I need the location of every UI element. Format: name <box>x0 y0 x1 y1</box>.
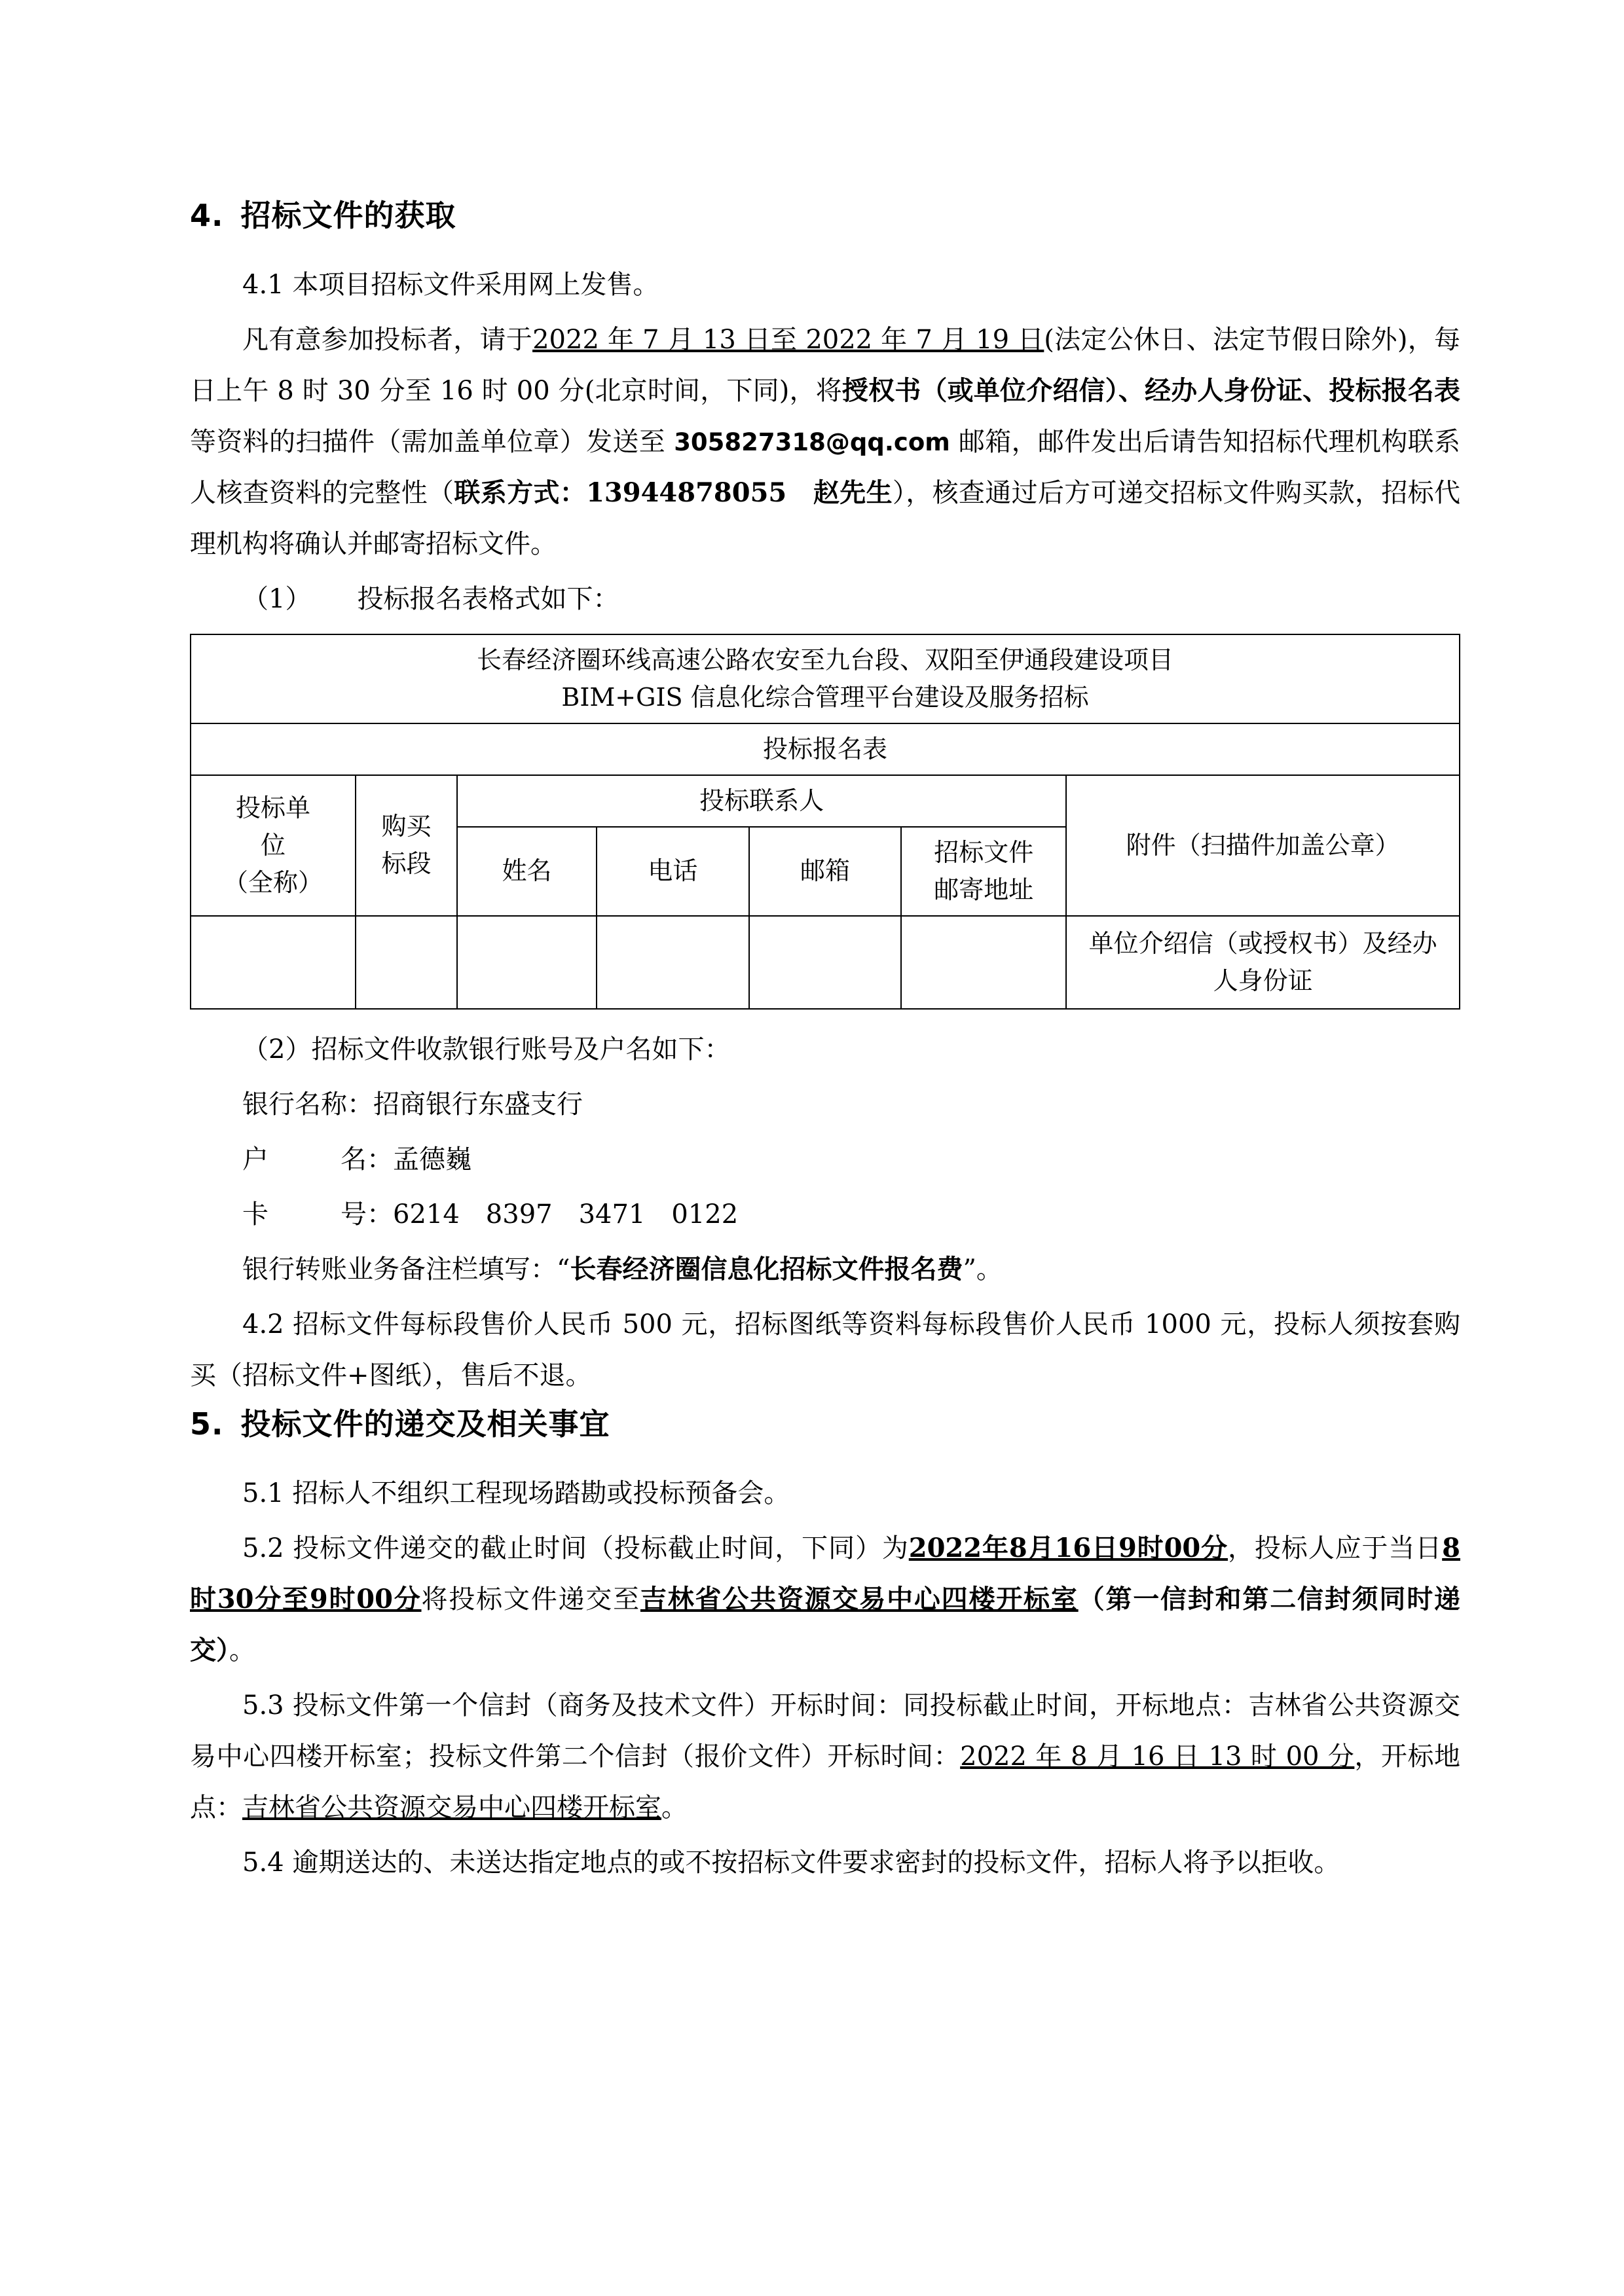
table-row <box>191 723 1460 775</box>
table-row <box>191 916 1460 1009</box>
section-heading-4 <box>190 196 1460 236</box>
list-item-2: （2）招标文件收款银行账号及户名如下： <box>242 1034 731 1065</box>
text-fragment: ”。 <box>963 1254 1003 1285</box>
cell-contact-mail <box>749 916 902 1009</box>
text-fragment: (法定公休日、法定节假日除外)，每日上午 8 时 30 分至 16 时 00 分 <box>190 324 1460 406</box>
cell-purchase-section <box>356 916 457 1009</box>
table-row <box>191 634 1460 723</box>
contact-email: 305827318@qq.com <box>674 428 950 456</box>
text-fragment: 等资料的扫描件（需加盖单位章）发送至 <box>190 426 674 457</box>
header-line: 邮寄地址 <box>934 875 1034 904</box>
text-fragment: 银行转账业务备注栏填写：“ <box>242 1254 570 1285</box>
text-fragment: ，开标地点： <box>190 1741 1461 1823</box>
text-fragment: 凡有意参加投标者，请于 <box>242 324 533 355</box>
account-name-label: 户 <box>242 1144 268 1175</box>
text-fragment: 将投标文件递交至 <box>421 1584 640 1614</box>
attachment-line: 单位介绍信（或授权书）及经办 <box>1088 928 1437 958</box>
header-mailing-address <box>901 827 1066 916</box>
paragraph-5-1: 5.1 招标人不组织工程现场踏勘或投标预备会。 <box>242 1478 790 1508</box>
header-line: 位 <box>260 830 286 860</box>
transfer-remark-value: 长春经济圈信息化招标文件报名费 <box>570 1253 963 1285</box>
table-row <box>191 775 1460 827</box>
header-contact-name: 姓名 <box>457 827 597 916</box>
page-content <box>190 196 1460 1888</box>
required-documents: 授权书（或单位介绍信）、经办人身份证、投标报名表 <box>841 374 1460 406</box>
text-fragment: (北京时间，下同)，将 <box>584 375 842 406</box>
second-envelope-open-time: 2022 年 8 月 16 日 13 时 00 分 <box>960 1741 1355 1772</box>
second-envelope-open-location: 吉林省公共资源交易中心四楼开标室 <box>242 1792 661 1823</box>
submission-note: （第一信封和第二信封须同时递交） <box>190 1583 1461 1666</box>
account-name-row <box>190 1134 1460 1185</box>
section-title-4: 招标文件的获取 <box>240 198 456 233</box>
card-number-label-2: 号： <box>341 1199 393 1230</box>
section-heading-5 <box>190 1405 1460 1444</box>
header-line: （全称） <box>223 867 323 897</box>
header-contact-phone: 电话 <box>597 827 749 916</box>
header-line: 投标单 <box>235 793 310 822</box>
project-title-line-1: 长春经济圈环线高速公路农安至九台段、双阳至伊通段建设项目 <box>476 645 1173 674</box>
cell-bidder-unit <box>191 916 356 1009</box>
paragraph-4-1: 4.1 本项目招标文件采用网上发售。 <box>242 269 659 300</box>
paragraph-5-4: 5.4 逾期送达的、未送达指定地点的或不按招标文件要求密封的投标文件，招标人将予以拒收。 <box>242 1847 1340 1878</box>
header-line: 购买 <box>381 812 432 841</box>
header-line: 招标文件 <box>934 837 1034 867</box>
table-subtitle: 投标报名表 <box>191 723 1460 775</box>
project-title-line-2: BIM+GIS 信息化综合管理平台建设及服务招标 <box>561 682 1089 712</box>
header-attachment: 附件（扫描件加盖公章） <box>1066 775 1460 916</box>
bank-name-label: 银行名称： <box>242 1089 373 1120</box>
bid-registration-table <box>190 634 1460 1010</box>
header-purchase-section <box>356 775 457 916</box>
header-bidder-unit <box>191 775 356 916</box>
bank-name-value: 招商银行东盛支行 <box>373 1089 583 1120</box>
text-fragment: 。 <box>661 1792 688 1823</box>
account-name-label-2: 名： <box>341 1144 393 1175</box>
header-contact-mail: 邮箱 <box>749 827 902 916</box>
header-line: 标段 <box>381 849 432 879</box>
card-number-row <box>190 1189 1460 1240</box>
header-contact-group: 投标联系人 <box>457 775 1066 827</box>
text-fragment: 5.3 投标文件第一个信封（商务及技术文件）开标时间：同投标截止时间，开标地点：吉林省公共资源交易中心四楼开标室；投标文件第二个信封（报价文件）开标时间： <box>190 1690 1460 1772</box>
cell-contact-name <box>457 916 597 1009</box>
section-number-5: 5. <box>190 1406 224 1442</box>
cell-mailing-address <box>901 916 1066 1009</box>
text-fragment: ，投标人应于当日 <box>1228 1533 1443 1563</box>
list-item-1-text: 投标报名表格式如下： <box>357 583 619 614</box>
section-number-4: 4. <box>190 198 224 233</box>
text-fragment: 5.2 投标文件递交的截止时间（投标截止时间，下同）为 <box>242 1533 909 1563</box>
transfer-remark-row <box>190 1244 1460 1295</box>
list-item-1-label: （1） <box>242 583 312 614</box>
card-number-label: 卡 <box>242 1199 268 1230</box>
submission-location: 吉林省公共资源交易中心四楼开标室 <box>640 1583 1079 1614</box>
text-fragment: 。 <box>229 1635 255 1666</box>
paragraph-5-3 <box>190 1680 1460 1833</box>
card-number-value: 6214 8397 3471 0122 <box>393 1199 739 1230</box>
bank-name-row <box>190 1079 1460 1130</box>
bid-deadline-datetime: 2022年8月16日9时00分 <box>908 1532 1228 1563</box>
section-title-5: 投标文件的递交及相关事宜 <box>240 1406 610 1442</box>
submission-time-window: 8时30分至9时00分 <box>190 1532 1461 1614</box>
paragraph-4-2: 4.2 招标文件每标段售价人民币 500 元，招标图纸等资料每标段售价人民币 1000 元，投标人须按套购买（招标文件+图纸），售后不退。 <box>190 1309 1460 1391</box>
text-fragment: 邮箱，邮件发出后请告知招标代理机构联系人核查资料的完整性（ <box>190 426 1461 508</box>
table-project-title <box>191 634 1460 723</box>
paragraph-5-2 <box>190 1523 1460 1676</box>
contact-phone-person: 联系方式：13944878055 赵先生 <box>454 477 893 508</box>
account-name-value: 孟德巍 <box>393 1144 471 1175</box>
sale-date-range: 2022 年 7 月 13 日至 2022 年 7 月 19 日 <box>532 324 1044 355</box>
attachment-line: 人身份证 <box>1213 966 1313 995</box>
list-item-1 <box>190 574 1460 625</box>
paragraph-4-1-detail <box>190 314 1460 570</box>
cell-contact-phone <box>597 916 749 1009</box>
cell-attachment <box>1066 916 1460 1009</box>
text-fragment: ），核查通过后方可递交招标文件购买款，招标代理机构将确认并邮寄招标文件。 <box>190 477 1461 559</box>
